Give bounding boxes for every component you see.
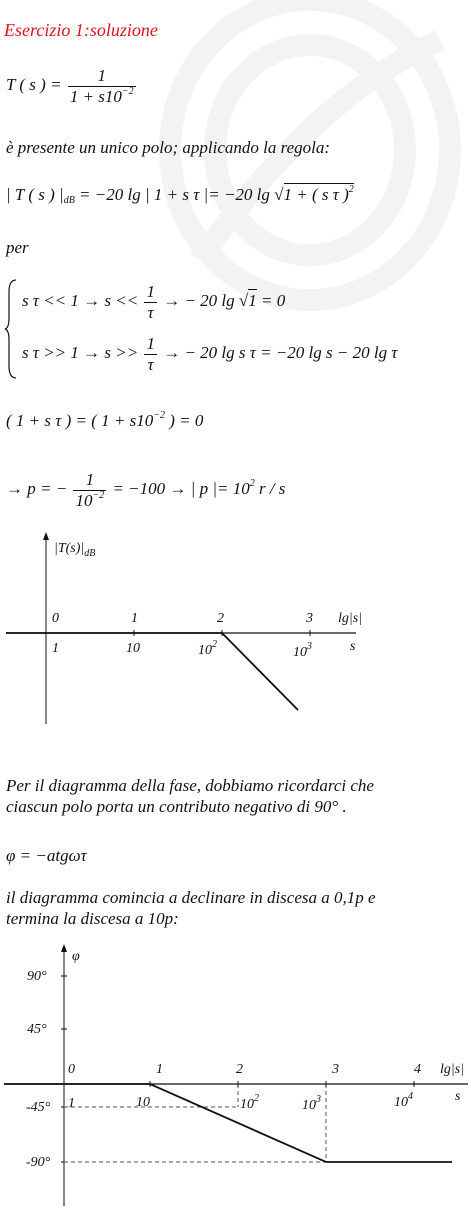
- text-phase-desc-1: il diagramma comincia a declinare in discesa a 0,1p e: [6, 888, 376, 907]
- y-tick-90: 90°: [27, 969, 47, 984]
- s-tick-0: 1: [52, 641, 59, 656]
- s-tick-2: 10: [240, 1097, 254, 1112]
- s-tick-3: 10: [302, 1098, 316, 1113]
- text-per: per: [6, 238, 29, 257]
- pole-value: → p = − $\frac{1}{10^{-2}}$ = −100 → | p |= $10^2$ r / s: [6, 470, 286, 510]
- y-tick-labels: [26, 969, 51, 1170]
- lg-tick-2: 2: [236, 1062, 243, 1077]
- lg-axis-label: lg|s|: [440, 1062, 465, 1077]
- y-axis-label: $|T(s)|_{dB}$: [54, 541, 96, 559]
- cases-brace: [4, 278, 18, 380]
- lg-tick-3: 3: [332, 1062, 339, 1077]
- guide-lines: [64, 1084, 326, 1162]
- lg-tick-3: 3: [306, 611, 313, 626]
- page-title: Esercizio 1:soluzione: [4, 20, 158, 40]
- phase-equation: φ = −atgωτ: [6, 846, 87, 865]
- transfer-function: T ( s ) = $\frac{1}{1 + s10^{-2}}$: [6, 66, 134, 106]
- case-low-frequency: s τ << 1 → s << $\frac{1}{\tau}$ → − 20 lg √1 = 0: [22, 282, 286, 322]
- y-tick-45: 45°: [27, 1022, 47, 1037]
- lg-tick-0: 0: [68, 1062, 75, 1077]
- svg-text:102: $10^2$: [240, 1093, 259, 1112]
- text-single-pole: è presente un unico polo; applicando la regola:: [6, 138, 331, 157]
- s-tick-2: 10: [198, 643, 212, 658]
- y-axis-label: φ: [72, 949, 80, 964]
- lg-tick-2: 2: [217, 611, 224, 626]
- s-axis-label: s: [350, 639, 356, 654]
- text-phase-desc-2: termina la discesa a 10p:: [6, 909, 179, 928]
- s-tick-labels: [68, 1091, 413, 1113]
- s-tick-labels: [52, 639, 312, 660]
- lg-tick-4: 4: [414, 1062, 421, 1077]
- lg-axis-label: lg|s|: [338, 611, 363, 626]
- magnitude-bode-chart: [0, 528, 471, 728]
- y-tick-minus-90: -90°: [26, 1155, 51, 1170]
- s-tick-3: 10: [293, 645, 307, 660]
- s-tick-4: 10: [394, 1095, 408, 1110]
- lg-tick-1: 1: [131, 611, 138, 626]
- phase-bode-chart: [0, 940, 471, 1210]
- lg-tick-0: 0: [52, 611, 59, 626]
- pole-equation: ( 1 + s τ ) = ( $1 + s10^{-2}$ ) = 0: [6, 410, 204, 430]
- y-axis-arrow-icon: [43, 532, 49, 540]
- s-tick-0: 1: [68, 1096, 75, 1111]
- svg-text:103: $10^3$: [293, 641, 312, 660]
- lg-tick-labels: [68, 1062, 421, 1077]
- asymptote-slope: [222, 633, 298, 710]
- text-phase-intro-1: Per il diagramma della fase, dobbiamo ricordarci che: [6, 776, 374, 795]
- lg-tick-1: 1: [156, 1062, 163, 1077]
- text-phase-intro-2: ciascun polo porta un contributo negativo di 90° .: [6, 797, 347, 816]
- svg-text:104: $10^4$: [394, 1091, 413, 1110]
- case-high-frequency: s τ >> 1 → s >> $\frac{1}{\tau}$ → − 20 lg s τ = −20 lg s − 20 lg τ: [22, 334, 398, 374]
- s-axis-label: s: [455, 1089, 461, 1104]
- y-axis-arrow-icon: [61, 944, 67, 952]
- svg-text:103: $10^3$: [302, 1094, 321, 1113]
- s-tick-1: 10: [126, 641, 140, 656]
- magnitude-equation: | T ( s ) $|_{dB} = -20$ lg | 1 + s τ |= −20 lg √1 + ( s τ )$^2$: [6, 184, 354, 206]
- y-tick-minus-45: -45°: [26, 1100, 51, 1115]
- s-tick-1: 10: [136, 1095, 150, 1110]
- svg-text:102: $10^2$: [198, 639, 217, 658]
- lg-tick-labels: [52, 611, 313, 626]
